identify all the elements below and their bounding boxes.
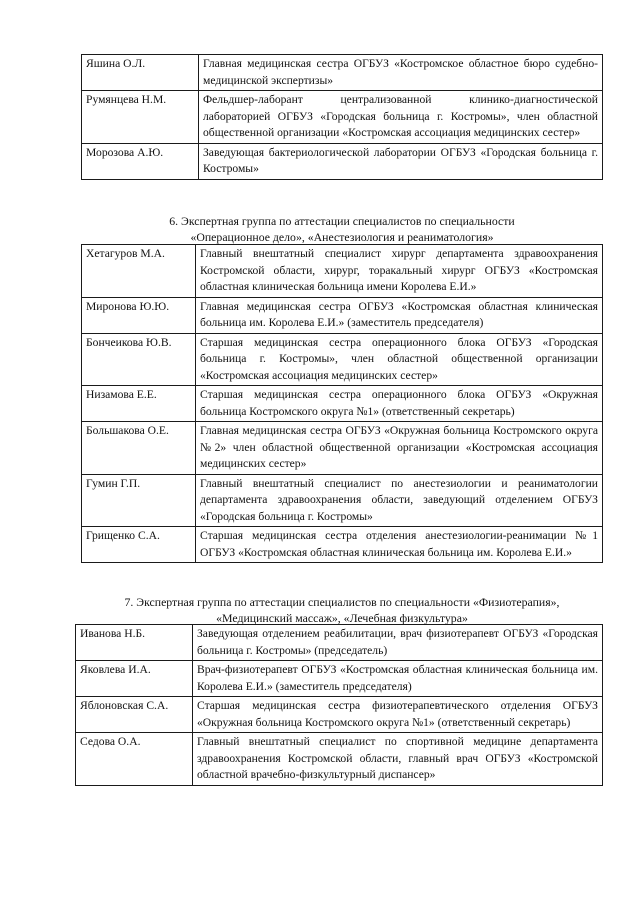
member-name: Хетагуров М.А. — [82, 245, 196, 298]
member-row — [76, 661, 603, 697]
member-name: Гумин Г.П. — [82, 474, 196, 527]
member-name: Седова О.А. — [76, 733, 193, 786]
member-row — [82, 386, 603, 422]
member-position: Старшая медицинская сестра физиотерапевтического отделения ОГБУЗ «Окружная больница Костромского округа №1» (ответственный секретарь) — [193, 697, 603, 733]
section6-heading — [81, 213, 603, 245]
member-position: Главный внештатный специалист хирург департамента здравоохранения Костромской области, хирург, торакальный хирург ОГБУЗ «Костромская областная клиническая больница имени Королева Е.И.» — [196, 245, 603, 298]
member-row — [76, 697, 603, 733]
member-row — [76, 625, 603, 661]
member-row — [76, 733, 603, 786]
member-position: Старшая медицинская сестра операционного блока ОГБУЗ «Окружная больница Костромского округа №1» (ответственный секретарь) — [196, 386, 603, 422]
member-position: Старшая медицинская сестра операционного блока ОГБУЗ «Городская больница г. Костромы», член областной общественной организации «Костромская ассоциация медицинских сестер» — [196, 333, 603, 386]
member-row — [82, 333, 603, 386]
member-name: Грищенко С.А. — [82, 527, 196, 563]
section6-heading-line1: 6. Экспертная группа по аттестации специалистов по специальности — [169, 214, 515, 228]
member-row — [82, 474, 603, 527]
member-name: Иванова Н.Б. — [76, 625, 193, 661]
section7-heading — [78, 594, 606, 626]
section7-heading-line1: 7. Экспертная группа по аттестации специалистов по специальности «Физиотерапия», — [124, 595, 560, 609]
section6-table — [81, 244, 603, 563]
member-name: Румянцева Н.М. — [82, 91, 199, 144]
member-row — [82, 422, 603, 475]
section7-heading-line2: «Медицинский массаж», «Лечебная физкультура» — [216, 611, 468, 625]
member-position: Главная медицинская сестра ОГБУЗ «Костромская областная клиническая больница им. Королева Е.И.» (заместитель председателя) — [196, 297, 603, 333]
member-row — [82, 297, 603, 333]
member-name: Низамова Е.Е. — [82, 386, 196, 422]
member-position: Главная медицинская сестра ОГБУЗ «Окружная больница Костромского округа №2» член областной общественной организации «Костромская ассоциация медицинских сестер» — [196, 422, 603, 475]
member-position: Врач-физиотерапевт ОГБУЗ «Костромская областная клиническая больница им. Королева Е.И.» (заместитель председателя) — [193, 661, 603, 697]
member-position: Главный внештатный специалист по анестезиологии и реаниматологии департамента здравоохранения области, заведующий отделением ОГБУЗ «Городская больница г. Костромы» — [196, 474, 603, 527]
section6-heading-line2: «Операционное дело», «Анестезиология и реаниматология» — [190, 230, 494, 244]
member-name: Морозова А.Ю. — [82, 143, 199, 179]
member-row — [82, 55, 603, 91]
member-position: Старшая медицинская сестра отделения анестезиологии-реанимации №1 ОГБУЗ «Костромская областная клиническая больница им. Королева Е.И.» — [196, 527, 603, 563]
member-position: Главная медицинская сестра ОГБУЗ «Костромское областное бюро судебно-медицинской экспертизы» — [199, 55, 603, 91]
member-name: Бончеикова Ю.В. — [82, 333, 196, 386]
section5-table — [81, 54, 603, 180]
member-position: Главный внештатный специалист по спортивной медицине департамента здравоохранения Костромской области, главный врач ОГБУЗ «Костромской областной врачебно-физкультурный диспансер» — [193, 733, 603, 786]
member-position: Фельдшер-лаборант централизованной клинико-диагностической лабораторией ОГБУЗ «Городская больница г. Костромы», член областной общественной организации «Костромская ассоциация медицинских сестер» — [199, 91, 603, 144]
member-name: Миронова Ю.Ю. — [82, 297, 196, 333]
member-name: Яковлева И.А. — [76, 661, 193, 697]
member-row — [82, 143, 603, 179]
member-row — [82, 527, 603, 563]
member-row — [82, 91, 603, 144]
section7-table — [75, 624, 603, 786]
member-position: Заведующая отделением реабилитации, врач физиотерапевт ОГБУЗ «Городская больница г. Костромы» (председатель) — [193, 625, 603, 661]
member-row — [82, 245, 603, 298]
member-name: Большакова О.Е. — [82, 422, 196, 475]
member-name: Яблоновская С.А. — [76, 697, 193, 733]
member-name: Яшина О.Л. — [82, 55, 199, 91]
member-position: Заведующая бактериологической лаборатории ОГБУЗ «Городская больница г. Костромы» — [199, 143, 603, 179]
